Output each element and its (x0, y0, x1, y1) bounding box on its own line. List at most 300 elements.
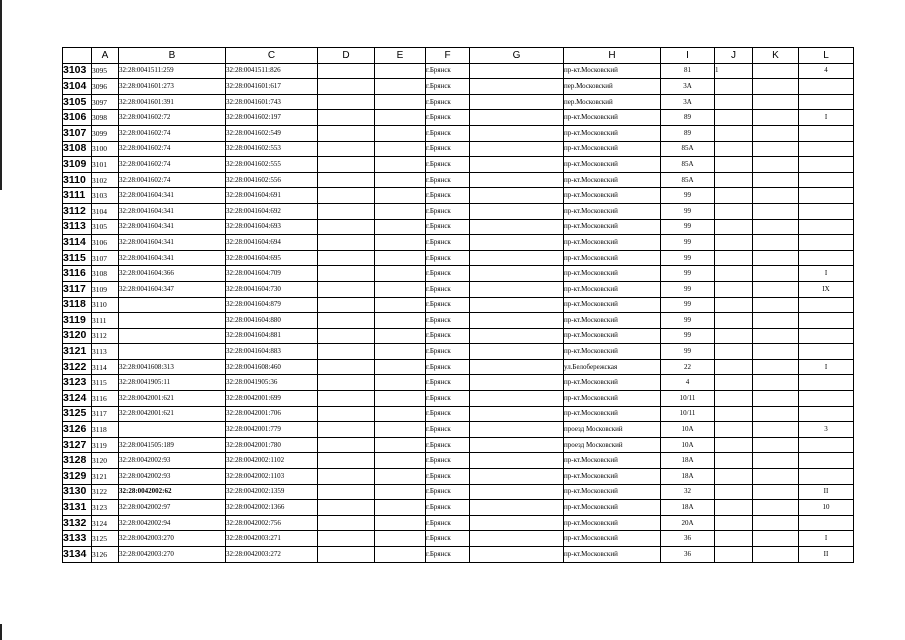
cell-a[interactable]: 3114 (92, 359, 119, 375)
cell-i[interactable]: 99 (661, 219, 715, 235)
cell-d[interactable] (318, 391, 375, 407)
cell-l[interactable] (799, 515, 854, 531)
cell-i[interactable]: 99 (661, 203, 715, 219)
cell-d[interactable] (318, 406, 375, 422)
cell-c[interactable]: 32:28:0041604:879 (226, 297, 318, 313)
cell-i[interactable]: 99 (661, 313, 715, 329)
cell-k[interactable] (753, 188, 799, 204)
cell-k[interactable] (753, 437, 799, 453)
cell-g[interactable] (470, 266, 564, 282)
column-header-e[interactable]: E (375, 48, 426, 64)
cell-i[interactable]: 99 (661, 266, 715, 282)
cell-k[interactable] (753, 453, 799, 469)
cell-b[interactable] (119, 328, 226, 344)
cell-i[interactable]: 10/11 (661, 391, 715, 407)
cell-i[interactable]: 36 (661, 531, 715, 547)
cell-f[interactable]: г.Брянск (426, 469, 470, 485)
cell-a[interactable]: 3097 (92, 94, 119, 110)
cell-l[interactable] (799, 344, 854, 360)
cell-a[interactable]: 3104 (92, 203, 119, 219)
cell-h[interactable]: пер.Московский (564, 79, 661, 95)
cell-e[interactable] (375, 328, 426, 344)
cell-k[interactable] (753, 125, 799, 141)
cell-c[interactable]: 32:28:0042002:1103 (226, 469, 318, 485)
cell-j[interactable] (715, 453, 753, 469)
cell-i[interactable]: 99 (661, 250, 715, 266)
cell-l[interactable]: I (799, 359, 854, 375)
row-number-cell[interactable]: 3104 (63, 79, 92, 95)
row-number-cell[interactable]: 3112 (63, 203, 92, 219)
cell-e[interactable] (375, 110, 426, 126)
cell-a[interactable]: 3096 (92, 79, 119, 95)
cell-f[interactable]: г.Брянск (426, 157, 470, 173)
cell-g[interactable] (470, 235, 564, 251)
cell-b[interactable]: 32:28:0041601:391 (119, 94, 226, 110)
cell-l[interactable] (799, 157, 854, 173)
cell-e[interactable] (375, 344, 426, 360)
cell-a[interactable]: 3098 (92, 110, 119, 126)
cell-i[interactable]: 18А (661, 500, 715, 516)
cell-d[interactable] (318, 172, 375, 188)
cell-j[interactable] (715, 344, 753, 360)
cell-j[interactable] (715, 281, 753, 297)
cell-f[interactable]: г.Брянск (426, 188, 470, 204)
cell-e[interactable] (375, 235, 426, 251)
cell-b[interactable]: 32:28:0042003:270 (119, 547, 226, 563)
cell-g[interactable] (470, 219, 564, 235)
row-number-cell[interactable]: 3121 (63, 344, 92, 360)
cell-e[interactable] (375, 500, 426, 516)
cell-b[interactable]: 32:28:0042002:93 (119, 469, 226, 485)
row-number-cell[interactable]: 3122 (63, 359, 92, 375)
cell-e[interactable] (375, 266, 426, 282)
cell-j[interactable] (715, 125, 753, 141)
cell-g[interactable] (470, 79, 564, 95)
cell-g[interactable] (470, 188, 564, 204)
column-header-a[interactable]: A (92, 48, 119, 64)
cell-g[interactable] (470, 141, 564, 157)
column-header-c[interactable]: C (226, 48, 318, 64)
cell-g[interactable] (470, 547, 564, 563)
cell-a[interactable]: 3101 (92, 157, 119, 173)
cell-e[interactable] (375, 157, 426, 173)
cell-b[interactable]: 32:28:0041905:11 (119, 375, 226, 391)
cell-c[interactable]: 32:28:0041905:36 (226, 375, 318, 391)
cell-e[interactable] (375, 203, 426, 219)
cell-g[interactable] (470, 515, 564, 531)
cell-j[interactable] (715, 172, 753, 188)
cell-b[interactable]: 32:28:0041604:341 (119, 235, 226, 251)
cell-j[interactable] (715, 437, 753, 453)
cell-h[interactable]: пер.Московский (564, 94, 661, 110)
row-number-cell[interactable]: 3117 (63, 281, 92, 297)
row-number-cell[interactable]: 3134 (63, 547, 92, 563)
cell-a[interactable]: 3107 (92, 250, 119, 266)
cell-e[interactable] (375, 188, 426, 204)
cell-l[interactable]: 10 (799, 500, 854, 516)
cell-e[interactable] (375, 125, 426, 141)
cell-f[interactable]: г.Брянск (426, 203, 470, 219)
cell-i[interactable]: 85А (661, 157, 715, 173)
row-number-cell[interactable]: 3107 (63, 125, 92, 141)
cell-a[interactable]: 3124 (92, 515, 119, 531)
cell-i[interactable]: 99 (661, 188, 715, 204)
cell-l[interactable] (799, 328, 854, 344)
cell-c[interactable]: 32:28:0041604:694 (226, 235, 318, 251)
cell-a[interactable]: 3099 (92, 125, 119, 141)
cell-i[interactable]: 10/11 (661, 406, 715, 422)
cell-d[interactable] (318, 266, 375, 282)
cell-h[interactable]: пр-кт.Московский (564, 469, 661, 485)
cell-h[interactable]: пр-кт.Московский (564, 297, 661, 313)
row-number-cell[interactable]: 3113 (63, 219, 92, 235)
cell-l[interactable] (799, 391, 854, 407)
cell-l[interactable] (799, 125, 854, 141)
row-number-cell[interactable]: 3133 (63, 531, 92, 547)
cell-g[interactable] (470, 469, 564, 485)
cell-h[interactable]: пр-кт.Московский (564, 172, 661, 188)
cell-e[interactable] (375, 469, 426, 485)
cell-b[interactable]: 32:28:0041602:74 (119, 172, 226, 188)
cell-l[interactable] (799, 79, 854, 95)
cell-h[interactable]: пр-кт.Московский (564, 281, 661, 297)
row-number-cell[interactable]: 3105 (63, 94, 92, 110)
cell-g[interactable] (470, 94, 564, 110)
cell-d[interactable] (318, 250, 375, 266)
cell-k[interactable] (753, 344, 799, 360)
cell-j[interactable] (715, 391, 753, 407)
cell-j[interactable] (715, 375, 753, 391)
cell-c[interactable]: 32:28:0041604:691 (226, 188, 318, 204)
cell-i[interactable]: 3А (661, 94, 715, 110)
cell-c[interactable]: 32:28:0042002:1359 (226, 484, 318, 500)
cell-b[interactable]: 32:28:0042003:270 (119, 531, 226, 547)
cell-e[interactable] (375, 547, 426, 563)
cell-b[interactable] (119, 297, 226, 313)
row-number-cell[interactable]: 3126 (63, 422, 92, 438)
cell-l[interactable]: 3 (799, 422, 854, 438)
cell-l[interactable] (799, 172, 854, 188)
cell-c[interactable]: 32:28:0041608:460 (226, 359, 318, 375)
cell-k[interactable] (753, 359, 799, 375)
cell-l[interactable] (799, 250, 854, 266)
cell-d[interactable] (318, 484, 375, 500)
cell-f[interactable]: г.Брянск (426, 359, 470, 375)
cell-a[interactable]: 3125 (92, 531, 119, 547)
column-header-k[interactable]: K (753, 48, 799, 64)
cell-f[interactable]: г.Брянск (426, 94, 470, 110)
cell-a[interactable]: 3103 (92, 188, 119, 204)
cell-k[interactable] (753, 157, 799, 173)
cell-a[interactable]: 3102 (92, 172, 119, 188)
cell-e[interactable] (375, 391, 426, 407)
cell-f[interactable]: г.Брянск (426, 375, 470, 391)
cell-k[interactable] (753, 375, 799, 391)
cell-d[interactable] (318, 110, 375, 126)
cell-e[interactable] (375, 172, 426, 188)
cell-c[interactable]: 32:28:0041604:880 (226, 313, 318, 329)
cell-f[interactable]: г.Брянск (426, 281, 470, 297)
cell-h[interactable]: пр-кт.Московский (564, 63, 661, 79)
cell-h[interactable]: пр-кт.Московский (564, 344, 661, 360)
cell-f[interactable]: г.Брянск (426, 110, 470, 126)
cell-h[interactable]: пр-кт.Московский (564, 484, 661, 500)
cell-d[interactable] (318, 203, 375, 219)
cell-h[interactable]: пр-кт.Московский (564, 547, 661, 563)
column-header-l[interactable]: L (799, 48, 854, 64)
cell-g[interactable] (470, 157, 564, 173)
row-number-cell[interactable]: 3103 (63, 63, 92, 79)
cell-f[interactable]: г.Брянск (426, 219, 470, 235)
cell-j[interactable] (715, 235, 753, 251)
cell-d[interactable] (318, 422, 375, 438)
cell-c[interactable]: 32:28:0042002:1102 (226, 453, 318, 469)
cell-e[interactable] (375, 531, 426, 547)
cell-b[interactable] (119, 344, 226, 360)
cell-e[interactable] (375, 94, 426, 110)
cell-g[interactable] (470, 484, 564, 500)
cell-f[interactable]: г.Брянск (426, 266, 470, 282)
cell-k[interactable] (753, 391, 799, 407)
cell-l[interactable] (799, 375, 854, 391)
cell-d[interactable] (318, 297, 375, 313)
cell-i[interactable]: 99 (661, 297, 715, 313)
cell-f[interactable]: г.Брянск (426, 391, 470, 407)
cell-l[interactable] (799, 203, 854, 219)
cell-d[interactable] (318, 531, 375, 547)
cell-i[interactable]: 99 (661, 281, 715, 297)
column-header-b[interactable]: B (119, 48, 226, 64)
column-header-h[interactable]: H (564, 48, 661, 64)
cell-l[interactable]: I (799, 266, 854, 282)
cell-j[interactable] (715, 266, 753, 282)
cell-l[interactable] (799, 406, 854, 422)
cell-b[interactable]: 32:28:0041604:341 (119, 250, 226, 266)
cell-j[interactable] (715, 422, 753, 438)
cell-d[interactable] (318, 141, 375, 157)
cell-a[interactable]: 3109 (92, 281, 119, 297)
cell-e[interactable] (375, 422, 426, 438)
cell-k[interactable] (753, 406, 799, 422)
cell-f[interactable]: г.Брянск (426, 250, 470, 266)
cell-a[interactable]: 3117 (92, 406, 119, 422)
cell-a[interactable]: 3119 (92, 437, 119, 453)
cell-c[interactable]: 32:28:0042002:756 (226, 515, 318, 531)
cell-c[interactable]: 32:28:0042002:1366 (226, 500, 318, 516)
cell-a[interactable]: 3123 (92, 500, 119, 516)
cell-d[interactable] (318, 453, 375, 469)
cell-h[interactable]: проезд Московский (564, 437, 661, 453)
cell-f[interactable]: г.Брянск (426, 141, 470, 157)
cell-g[interactable] (470, 375, 564, 391)
cell-a[interactable]: 3110 (92, 297, 119, 313)
column-header-d[interactable]: D (318, 48, 375, 64)
cell-j[interactable] (715, 547, 753, 563)
cell-c[interactable]: 32:28:0041602:556 (226, 172, 318, 188)
cell-f[interactable]: г.Брянск (426, 515, 470, 531)
cell-h[interactable]: пр-кт.Московский (564, 500, 661, 516)
cell-i[interactable]: 10А (661, 437, 715, 453)
row-number-cell[interactable]: 3119 (63, 313, 92, 329)
cell-l[interactable]: II (799, 484, 854, 500)
column-header-g[interactable]: G (470, 48, 564, 64)
cell-c[interactable]: 32:28:0042003:271 (226, 531, 318, 547)
cell-h[interactable]: пр-кт.Московский (564, 453, 661, 469)
cell-b[interactable]: 32:28:0041505:189 (119, 437, 226, 453)
cell-j[interactable] (715, 79, 753, 95)
cell-c[interactable]: 32:28:0041604:709 (226, 266, 318, 282)
cell-c[interactable]: 32:28:0041511:826 (226, 63, 318, 79)
cell-h[interactable]: пр-кт.Московский (564, 188, 661, 204)
cell-f[interactable]: г.Брянск (426, 484, 470, 500)
cell-k[interactable] (753, 469, 799, 485)
row-number-cell[interactable]: 3125 (63, 406, 92, 422)
cell-a[interactable]: 3122 (92, 484, 119, 500)
cell-e[interactable] (375, 359, 426, 375)
row-number-cell[interactable]: 3128 (63, 453, 92, 469)
row-number-cell[interactable]: 3111 (63, 188, 92, 204)
cell-h[interactable]: пр-кт.Московский (564, 250, 661, 266)
cell-d[interactable] (318, 547, 375, 563)
cell-c[interactable]: 32:28:0041601:743 (226, 94, 318, 110)
cell-k[interactable] (753, 203, 799, 219)
cell-j[interactable] (715, 157, 753, 173)
cell-i[interactable]: 81 (661, 63, 715, 79)
cell-i[interactable]: 89 (661, 110, 715, 126)
cell-k[interactable] (753, 422, 799, 438)
row-number-cell[interactable]: 3132 (63, 515, 92, 531)
cell-f[interactable]: г.Брянск (426, 172, 470, 188)
cell-j[interactable] (715, 203, 753, 219)
cell-a[interactable]: 3113 (92, 344, 119, 360)
cell-f[interactable]: г.Брянск (426, 422, 470, 438)
cell-j[interactable] (715, 469, 753, 485)
cell-l[interactable]: I (799, 531, 854, 547)
cell-d[interactable] (318, 281, 375, 297)
cell-l[interactable] (799, 437, 854, 453)
cell-b[interactable] (119, 422, 226, 438)
cell-f[interactable]: г.Брянск (426, 437, 470, 453)
row-number-cell[interactable]: 3124 (63, 391, 92, 407)
cell-h[interactable]: пр-кт.Московский (564, 235, 661, 251)
cell-e[interactable] (375, 297, 426, 313)
cell-j[interactable] (715, 313, 753, 329)
cell-c[interactable]: 32:28:0041602:553 (226, 141, 318, 157)
cell-d[interactable] (318, 125, 375, 141)
cell-c[interactable]: 32:28:0042001:780 (226, 437, 318, 453)
cell-k[interactable] (753, 484, 799, 500)
cell-g[interactable] (470, 391, 564, 407)
row-number-cell[interactable]: 3130 (63, 484, 92, 500)
cell-g[interactable] (470, 422, 564, 438)
cell-g[interactable] (470, 110, 564, 126)
cell-a[interactable]: 3111 (92, 313, 119, 329)
cell-g[interactable] (470, 406, 564, 422)
cell-e[interactable] (375, 141, 426, 157)
cell-d[interactable] (318, 188, 375, 204)
cell-l[interactable] (799, 94, 854, 110)
cell-c[interactable]: 32:28:0042001:706 (226, 406, 318, 422)
cell-i[interactable]: 18А (661, 469, 715, 485)
cell-h[interactable]: пр-кт.Московский (564, 219, 661, 235)
cell-f[interactable]: г.Брянск (426, 547, 470, 563)
cell-j[interactable] (715, 500, 753, 516)
cell-l[interactable] (799, 297, 854, 313)
cell-h[interactable]: пр-кт.Московский (564, 515, 661, 531)
cell-c[interactable]: 32:28:0041604:730 (226, 281, 318, 297)
cell-a[interactable]: 3121 (92, 469, 119, 485)
cell-g[interactable] (470, 328, 564, 344)
column-header-i[interactable]: I (661, 48, 715, 64)
cell-h[interactable]: пр-кт.Московский (564, 125, 661, 141)
cell-d[interactable] (318, 63, 375, 79)
cell-l[interactable]: 4 (799, 63, 854, 79)
cell-d[interactable] (318, 79, 375, 95)
cell-l[interactable] (799, 219, 854, 235)
cell-i[interactable]: 99 (661, 328, 715, 344)
cell-k[interactable] (753, 94, 799, 110)
cell-k[interactable] (753, 235, 799, 251)
row-number-cell[interactable]: 3118 (63, 297, 92, 313)
cell-b[interactable]: 32:28:0042001:621 (119, 391, 226, 407)
cell-b[interactable]: 32:28:0042002:97 (119, 500, 226, 516)
row-number-cell[interactable]: 3114 (63, 235, 92, 251)
cell-e[interactable] (375, 219, 426, 235)
cell-b[interactable]: 32:28:0042002:93 (119, 453, 226, 469)
cell-b[interactable]: 32:28:0041604:341 (119, 188, 226, 204)
cell-d[interactable] (318, 469, 375, 485)
cell-k[interactable] (753, 266, 799, 282)
cell-i[interactable]: 20А (661, 515, 715, 531)
cell-k[interactable] (753, 515, 799, 531)
cell-f[interactable]: г.Брянск (426, 125, 470, 141)
row-number-cell[interactable]: 3109 (63, 157, 92, 173)
cell-k[interactable] (753, 172, 799, 188)
cell-e[interactable] (375, 453, 426, 469)
cell-j[interactable] (715, 484, 753, 500)
cell-b[interactable]: 32:28:0042002:94 (119, 515, 226, 531)
cell-c[interactable]: 32:28:0041602:197 (226, 110, 318, 126)
cell-g[interactable] (470, 297, 564, 313)
cell-f[interactable]: г.Брянск (426, 344, 470, 360)
cell-l[interactable] (799, 469, 854, 485)
cell-d[interactable] (318, 235, 375, 251)
cell-f[interactable]: г.Брянск (426, 79, 470, 95)
cell-b[interactable]: 32:28:0041602:74 (119, 125, 226, 141)
cell-i[interactable]: 32 (661, 484, 715, 500)
cell-a[interactable]: 3120 (92, 453, 119, 469)
cell-g[interactable] (470, 313, 564, 329)
cell-c[interactable]: 32:28:0042003:272 (226, 547, 318, 563)
cell-c[interactable]: 32:28:0041604:692 (226, 203, 318, 219)
column-header-f[interactable]: F (426, 48, 470, 64)
cell-e[interactable] (375, 515, 426, 531)
cell-g[interactable] (470, 359, 564, 375)
cell-k[interactable] (753, 328, 799, 344)
cell-l[interactable] (799, 313, 854, 329)
cell-b[interactable]: 32:28:0041604:347 (119, 281, 226, 297)
cell-d[interactable] (318, 219, 375, 235)
cell-k[interactable] (753, 110, 799, 126)
cell-b[interactable]: 32:28:0041601:273 (119, 79, 226, 95)
cell-c[interactable]: 32:28:0041602:549 (226, 125, 318, 141)
cell-a[interactable]: 3115 (92, 375, 119, 391)
cell-f[interactable]: г.Брянск (426, 313, 470, 329)
cell-f[interactable]: г.Брянск (426, 453, 470, 469)
cell-f[interactable]: г.Брянск (426, 328, 470, 344)
column-header-j[interactable]: J (715, 48, 753, 64)
cell-e[interactable] (375, 484, 426, 500)
